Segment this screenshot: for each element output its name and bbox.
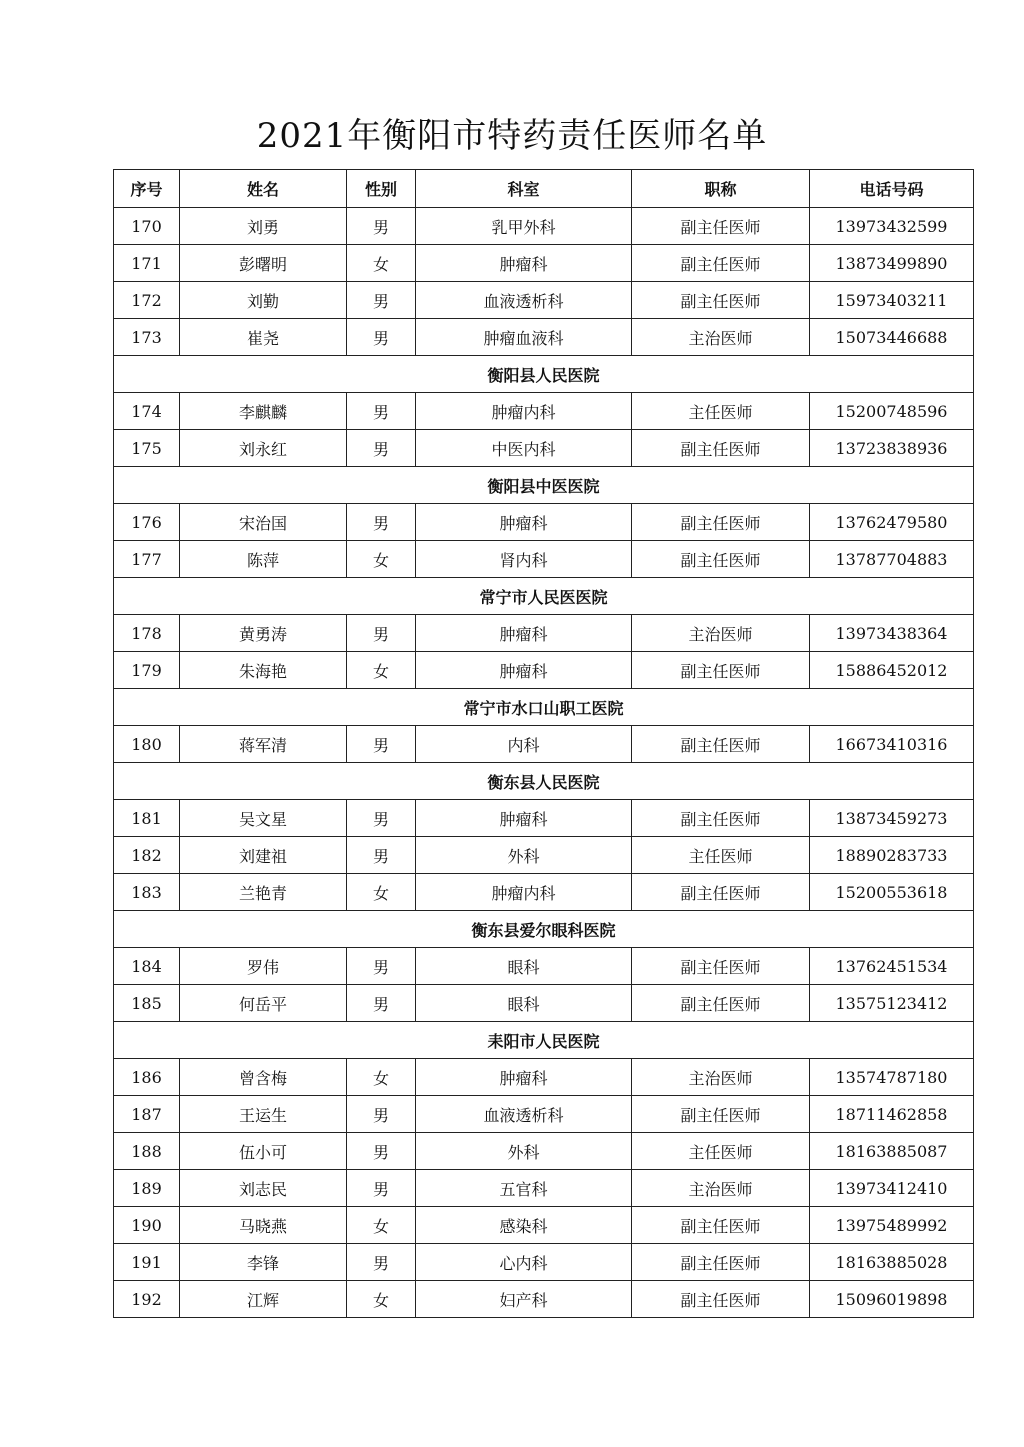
cell-no: 177 (114, 541, 180, 578)
cell-name: 李麒麟 (180, 393, 347, 430)
hospital-row (114, 763, 974, 800)
cell-sex: 女 (347, 1059, 416, 1096)
cell-phone: 15973403211 (810, 282, 974, 319)
cell-title: 主任医师 (632, 393, 810, 430)
cell-dept: 乳甲外科 (416, 208, 632, 245)
cell-name: 曾含梅 (180, 1059, 347, 1096)
table-row (114, 393, 974, 430)
table-row (114, 245, 974, 282)
cell-name: 江辉 (180, 1281, 347, 1318)
table-row (114, 800, 974, 837)
cell-title: 副主任医师 (632, 948, 810, 985)
cell-title: 主任医师 (632, 1133, 810, 1170)
cell-title: 副主任医师 (632, 800, 810, 837)
cell-no: 185 (114, 985, 180, 1022)
cell-phone: 13723838936 (810, 430, 974, 467)
cell-name: 吴文星 (180, 800, 347, 837)
cell-dept: 肿瘤科 (416, 1059, 632, 1096)
table-row (114, 282, 974, 319)
hospital-row (114, 689, 974, 726)
cell-sex: 男 (347, 948, 416, 985)
table-row (114, 874, 974, 911)
cell-phone: 13762479580 (810, 504, 974, 541)
cell-dept: 肿瘤科 (416, 800, 632, 837)
cell-no: 191 (114, 1244, 180, 1281)
hospital-row (114, 1022, 974, 1059)
cell-title: 副主任医师 (632, 1096, 810, 1133)
cell-phone: 13973412410 (810, 1170, 974, 1207)
cell-no: 180 (114, 726, 180, 763)
doctor-table (113, 169, 974, 1318)
cell-no: 179 (114, 652, 180, 689)
cell-dept: 肾内科 (416, 541, 632, 578)
cell-dept: 眼科 (416, 985, 632, 1022)
cell-no: 188 (114, 1133, 180, 1170)
cell-no: 181 (114, 800, 180, 837)
cell-no: 187 (114, 1096, 180, 1133)
cell-sex: 男 (347, 504, 416, 541)
cell-dept: 心内科 (416, 1244, 632, 1281)
cell-phone: 13787704883 (810, 541, 974, 578)
header-dept: 科室 (416, 170, 632, 208)
cell-dept: 肿瘤科 (416, 504, 632, 541)
cell-title: 副主任医师 (632, 1207, 810, 1244)
cell-phone: 15096019898 (810, 1281, 974, 1318)
cell-phone: 15200553618 (810, 874, 974, 911)
cell-name: 伍小可 (180, 1133, 347, 1170)
cell-title: 主治医师 (632, 1170, 810, 1207)
table-row (114, 1059, 974, 1096)
cell-title: 副主任医师 (632, 430, 810, 467)
cell-dept: 感染科 (416, 1207, 632, 1244)
cell-title: 副主任医师 (632, 282, 810, 319)
cell-no: 173 (114, 319, 180, 356)
cell-no: 186 (114, 1059, 180, 1096)
table-row (114, 319, 974, 356)
header-no: 序号 (114, 170, 180, 208)
cell-sex: 女 (347, 245, 416, 282)
cell-phone: 13975489992 (810, 1207, 974, 1244)
cell-name: 何岳平 (180, 985, 347, 1022)
cell-phone: 15886452012 (810, 652, 974, 689)
cell-sex: 男 (347, 319, 416, 356)
cell-no: 183 (114, 874, 180, 911)
hospital-name: 常宁市人民医医院 (114, 578, 974, 615)
cell-phone: 13574787180 (810, 1059, 974, 1096)
cell-name: 兰艳青 (180, 874, 347, 911)
cell-title: 副主任医师 (632, 652, 810, 689)
cell-phone: 18711462858 (810, 1096, 974, 1133)
table-row (114, 1170, 974, 1207)
cell-title: 主治医师 (632, 319, 810, 356)
cell-title: 副主任医师 (632, 208, 810, 245)
cell-name: 王运生 (180, 1096, 347, 1133)
table-row (114, 541, 974, 578)
table-row (114, 985, 974, 1022)
hospital-row (114, 356, 974, 393)
cell-dept: 妇产科 (416, 1281, 632, 1318)
cell-name: 蒋军清 (180, 726, 347, 763)
cell-dept: 肿瘤血液科 (416, 319, 632, 356)
cell-dept: 肿瘤科 (416, 615, 632, 652)
table-row (114, 208, 974, 245)
table-row (114, 1096, 974, 1133)
page-title: 2021年衡阳市特药责任医师名单 (256, 116, 768, 156)
cell-sex: 女 (347, 652, 416, 689)
cell-dept: 中医内科 (416, 430, 632, 467)
hospital-name: 衡东县人民医院 (114, 763, 974, 800)
cell-no: 175 (114, 430, 180, 467)
table-header-row (114, 170, 974, 208)
hospital-name: 耒阳市人民医院 (114, 1022, 974, 1059)
table-row (114, 1244, 974, 1281)
cell-phone: 13873459273 (810, 800, 974, 837)
cell-no: 170 (114, 208, 180, 245)
cell-name: 崔尧 (180, 319, 347, 356)
cell-no: 182 (114, 837, 180, 874)
header-phone: 电话号码 (810, 170, 974, 208)
cell-no: 171 (114, 245, 180, 282)
cell-title: 副主任医师 (632, 541, 810, 578)
cell-sex: 男 (347, 430, 416, 467)
cell-sex: 男 (347, 800, 416, 837)
cell-name: 马晓燕 (180, 1207, 347, 1244)
cell-dept: 血液透析科 (416, 282, 632, 319)
cell-sex: 男 (347, 985, 416, 1022)
cell-name: 刘建祖 (180, 837, 347, 874)
cell-title: 副主任医师 (632, 504, 810, 541)
cell-no: 174 (114, 393, 180, 430)
cell-title: 主任医师 (632, 837, 810, 874)
cell-dept: 肿瘤内科 (416, 393, 632, 430)
cell-name: 刘勤 (180, 282, 347, 319)
cell-phone: 15200748596 (810, 393, 974, 430)
cell-name: 刘志民 (180, 1170, 347, 1207)
header-sex: 性别 (347, 170, 416, 208)
cell-title: 主治医师 (632, 1059, 810, 1096)
cell-title: 主治医师 (632, 615, 810, 652)
cell-title: 副主任医师 (632, 245, 810, 282)
cell-dept: 内科 (416, 726, 632, 763)
cell-name: 黄勇涛 (180, 615, 347, 652)
cell-sex: 女 (347, 541, 416, 578)
cell-sex: 男 (347, 837, 416, 874)
cell-sex: 女 (347, 874, 416, 911)
cell-phone: 15073446688 (810, 319, 974, 356)
cell-phone: 18163885087 (810, 1133, 974, 1170)
cell-phone: 13575123412 (810, 985, 974, 1022)
cell-phone: 16673410316 (810, 726, 974, 763)
table-row (114, 726, 974, 763)
hospital-name: 衡东县爱尔眼科医院 (114, 911, 974, 948)
cell-name: 朱海艳 (180, 652, 347, 689)
hospital-name: 衡阳县中医医院 (114, 467, 974, 504)
cell-no: 178 (114, 615, 180, 652)
cell-title: 副主任医师 (632, 1281, 810, 1318)
cell-name: 陈萍 (180, 541, 347, 578)
cell-dept: 外科 (416, 1133, 632, 1170)
cell-name: 李锋 (180, 1244, 347, 1281)
cell-sex: 男 (347, 208, 416, 245)
cell-sex: 男 (347, 282, 416, 319)
cell-sex: 男 (347, 1096, 416, 1133)
cell-sex: 男 (347, 615, 416, 652)
cell-no: 190 (114, 1207, 180, 1244)
cell-name: 宋治国 (180, 504, 347, 541)
header-name: 姓名 (180, 170, 347, 208)
hospital-row (114, 911, 974, 948)
cell-phone: 13973438364 (810, 615, 974, 652)
cell-dept: 眼科 (416, 948, 632, 985)
hospital-row (114, 578, 974, 615)
table-row (114, 1133, 974, 1170)
hospital-name: 常宁市水口山职工医院 (114, 689, 974, 726)
cell-phone: 13762451534 (810, 948, 974, 985)
table-row (114, 948, 974, 985)
cell-sex: 男 (347, 1170, 416, 1207)
cell-dept: 肿瘤科 (416, 245, 632, 282)
cell-phone: 18163885028 (810, 1244, 974, 1281)
cell-no: 189 (114, 1170, 180, 1207)
cell-title: 副主任医师 (632, 985, 810, 1022)
cell-name: 刘勇 (180, 208, 347, 245)
cell-title: 副主任医师 (632, 874, 810, 911)
table-row (114, 652, 974, 689)
cell-name: 彭曙明 (180, 245, 347, 282)
cell-phone: 18890283733 (810, 837, 974, 874)
table-row (114, 430, 974, 467)
cell-sex: 男 (347, 1133, 416, 1170)
table-row (114, 1281, 974, 1318)
cell-no: 176 (114, 504, 180, 541)
table-row (114, 504, 974, 541)
cell-name: 罗伟 (180, 948, 347, 985)
table-row (114, 1207, 974, 1244)
cell-title: 副主任医师 (632, 726, 810, 763)
cell-name: 刘永红 (180, 430, 347, 467)
cell-dept: 肿瘤内科 (416, 874, 632, 911)
cell-sex: 男 (347, 726, 416, 763)
cell-no: 192 (114, 1281, 180, 1318)
cell-dept: 五官科 (416, 1170, 632, 1207)
cell-sex: 男 (347, 1244, 416, 1281)
cell-dept: 血液透析科 (416, 1096, 632, 1133)
cell-phone: 13973432599 (810, 208, 974, 245)
cell-no: 172 (114, 282, 180, 319)
table-row (114, 837, 974, 874)
hospital-name: 衡阳县人民医院 (114, 356, 974, 393)
cell-dept: 肿瘤科 (416, 652, 632, 689)
cell-title: 副主任医师 (632, 1244, 810, 1281)
cell-sex: 男 (347, 393, 416, 430)
cell-sex: 女 (347, 1207, 416, 1244)
cell-sex: 女 (347, 1281, 416, 1318)
table-row (114, 615, 974, 652)
cell-phone: 13873499890 (810, 245, 974, 282)
cell-no: 184 (114, 948, 180, 985)
header-title: 职称 (632, 170, 810, 208)
hospital-row (114, 467, 974, 504)
cell-dept: 外科 (416, 837, 632, 874)
